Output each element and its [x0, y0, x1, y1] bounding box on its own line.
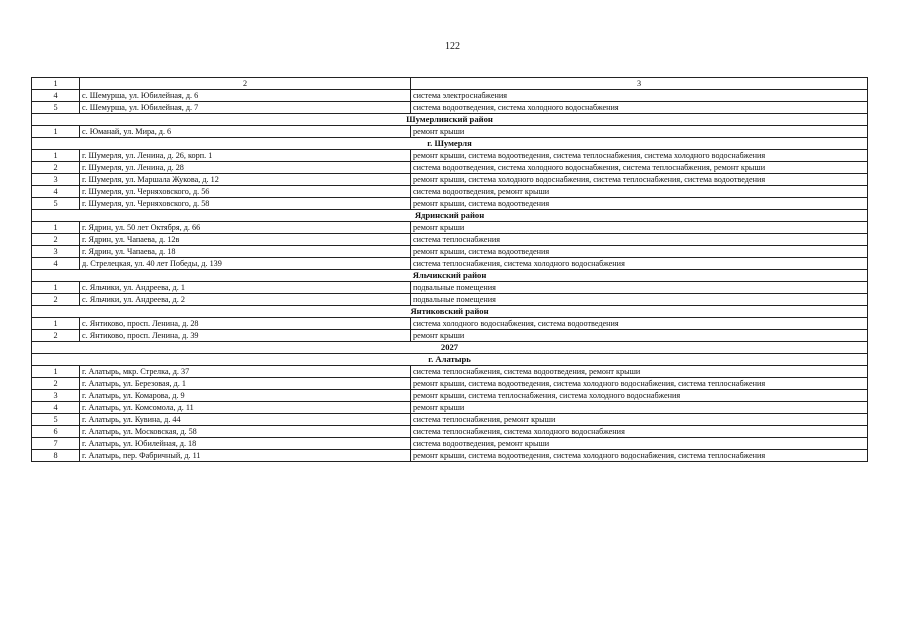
row-number: 8	[32, 450, 80, 462]
row-work: ремонт крыши, система водоотведения, система теплоснабжения, система холодного водоснабжения	[411, 150, 868, 162]
row-address: г. Ядрин, ул. Чапаева, д. 18	[80, 246, 411, 258]
row-work: ремонт крыши	[411, 402, 868, 414]
row-number: 1	[32, 126, 80, 138]
row-work: система водоотведения, система холодного водоснабжения	[411, 102, 868, 114]
section-row	[32, 342, 868, 354]
row-address: г. Алатырь, ул. Комарова, д. 9	[80, 390, 411, 402]
column-header-work: 3	[411, 78, 868, 90]
row-work: система теплоснабжения	[411, 234, 868, 246]
section-title: Янтиковский район	[32, 306, 868, 318]
row-work: система теплоснабжения, система холодного водоснабжения	[411, 258, 868, 270]
table-row	[32, 246, 868, 258]
row-address: г. Шумерля, ул. Ленина, д. 28	[80, 162, 411, 174]
table-row	[32, 438, 868, 450]
row-work: система водоотведения, ремонт крыши	[411, 186, 868, 198]
row-address: с. Яльчики, ул. Андреева, д. 2	[80, 294, 411, 306]
row-work: система электроснабжения	[411, 90, 868, 102]
table-row	[32, 162, 868, 174]
row-number: 6	[32, 426, 80, 438]
row-address: с. Шемурша, ул. Юбилейная, д. 7	[80, 102, 411, 114]
table-row	[32, 126, 868, 138]
row-number: 1	[32, 150, 80, 162]
section-row	[32, 138, 868, 150]
row-address: д. Стрелецкая, ул. 40 лет Победы, д. 139	[80, 258, 411, 270]
row-number: 5	[32, 198, 80, 210]
table-row	[32, 150, 868, 162]
row-address: с. Яльчики, ул. Андреева, д. 1	[80, 282, 411, 294]
row-address: с. Янтиково, просп. Ленина, д. 39	[80, 330, 411, 342]
row-work: система теплоснабжения, ремонт крыши	[411, 414, 868, 426]
table-row	[32, 198, 868, 210]
table-row	[32, 282, 868, 294]
section-row	[32, 354, 868, 366]
row-work: ремонт крыши, система водоотведения	[411, 246, 868, 258]
section-title: г. Шумерля	[32, 138, 868, 150]
table-row	[32, 174, 868, 186]
row-address: г. Алатырь, ул. Комсомола, д. 11	[80, 402, 411, 414]
section-title: Яльчикский район	[32, 270, 868, 282]
table-row	[32, 294, 868, 306]
table-row	[32, 378, 868, 390]
table-row	[32, 258, 868, 270]
row-work: ремонт крыши, система водоотведения, система холодного водоснабжения, система теплоснабжения	[411, 378, 868, 390]
row-work: система водоотведения, система холодного водоснабжения, система теплоснабжения, ремонт крыши	[411, 162, 868, 174]
row-address: г. Алатырь, ул. Московская, д. 58	[80, 426, 411, 438]
table-row	[32, 330, 868, 342]
row-number: 1	[32, 282, 80, 294]
row-address: г. Алатырь, ул. Березовая, д. 1	[80, 378, 411, 390]
table-row	[32, 234, 868, 246]
row-address: г. Ядрин, ул. Чапаева, д. 12в	[80, 234, 411, 246]
section-row	[32, 114, 868, 126]
row-address: г. Шумерля, ул. Ленина, д. 26, корп. 1	[80, 150, 411, 162]
row-address: г. Алатырь, мкр. Стрелка, д. 37	[80, 366, 411, 378]
row-work: система теплоснабжения, система водоотведения, ремонт крыши	[411, 366, 868, 378]
row-address: г. Шумерля, ул. Черняховского, д. 56	[80, 186, 411, 198]
table-row	[32, 90, 868, 102]
row-number: 2	[32, 162, 80, 174]
row-number: 4	[32, 90, 80, 102]
row-address: с. Шемурша, ул. Юбилейная, д. 6	[80, 90, 411, 102]
row-number: 2	[32, 330, 80, 342]
table-row	[32, 186, 868, 198]
table-body	[32, 78, 868, 462]
column-header-address: 2	[80, 78, 411, 90]
table-row	[32, 390, 868, 402]
row-address: г. Шумерля, ул. Маршала Жукова, д. 12	[80, 174, 411, 186]
row-address: г. Ядрин, ул. 50 лет Октября, д. 66	[80, 222, 411, 234]
row-work: подвальные помещения	[411, 294, 868, 306]
row-number: 4	[32, 186, 80, 198]
row-number: 3	[32, 174, 80, 186]
row-number: 1	[32, 318, 80, 330]
row-number: 5	[32, 102, 80, 114]
table-row	[32, 318, 868, 330]
row-work: система холодного водоснабжения, система водоотведения	[411, 318, 868, 330]
row-number: 2	[32, 234, 80, 246]
row-work: ремонт крыши, система холодного водоснабжения, система теплоснабжения, система водоотведения	[411, 174, 868, 186]
row-number: 7	[32, 438, 80, 450]
section-title: 2027	[32, 342, 868, 354]
row-number: 1	[32, 222, 80, 234]
row-work: ремонт крыши	[411, 330, 868, 342]
table-header-row	[32, 78, 868, 90]
row-number: 4	[32, 258, 80, 270]
row-number: 2	[32, 294, 80, 306]
row-work: подвальные помещения	[411, 282, 868, 294]
column-header-number: 1	[32, 78, 80, 90]
table-row	[32, 102, 868, 114]
row-number: 3	[32, 390, 80, 402]
row-work: система водоотведения, ремонт крыши	[411, 438, 868, 450]
row-address: с. Юманай, ул. Мира, д. 6	[80, 126, 411, 138]
row-work: ремонт крыши	[411, 126, 868, 138]
table-row	[32, 426, 868, 438]
section-row	[32, 210, 868, 222]
section-title: Шумерлинский район	[32, 114, 868, 126]
table-row	[32, 402, 868, 414]
row-work: ремонт крыши, система теплоснабжения, система холодного водоснабжения	[411, 390, 868, 402]
row-number: 3	[32, 246, 80, 258]
table-row	[32, 414, 868, 426]
row-work: ремонт крыши, система водоотведения, система холодного водоснабжения, система теплоснабжения	[411, 450, 868, 462]
row-work: ремонт крыши, система водоотведения	[411, 198, 868, 210]
row-address: г. Шумерля, ул. Черняховского, д. 58	[80, 198, 411, 210]
row-address: г. Алатырь, пер. Фабричный, д. 11	[80, 450, 411, 462]
table-row	[32, 222, 868, 234]
row-number: 2	[32, 378, 80, 390]
row-address: с. Янтиково, просп. Ленина, д. 28	[80, 318, 411, 330]
row-number: 1	[32, 366, 80, 378]
row-work: ремонт крыши	[411, 222, 868, 234]
section-title: Ядринский район	[32, 210, 868, 222]
section-title: г. Алатырь	[32, 354, 868, 366]
section-row	[32, 306, 868, 318]
repair-schedule-table	[31, 77, 868, 462]
row-work: система теплоснабжения, система холодного водоснабжения	[411, 426, 868, 438]
row-number: 4	[32, 402, 80, 414]
row-address: г. Алатырь, ул. Юбилейная, д. 18	[80, 438, 411, 450]
section-row	[32, 270, 868, 282]
page-number: 122	[445, 41, 460, 52]
table-row	[32, 366, 868, 378]
row-number: 5	[32, 414, 80, 426]
row-address: г. Алатырь, ул. Кувина, д. 44	[80, 414, 411, 426]
table-row	[32, 450, 868, 462]
